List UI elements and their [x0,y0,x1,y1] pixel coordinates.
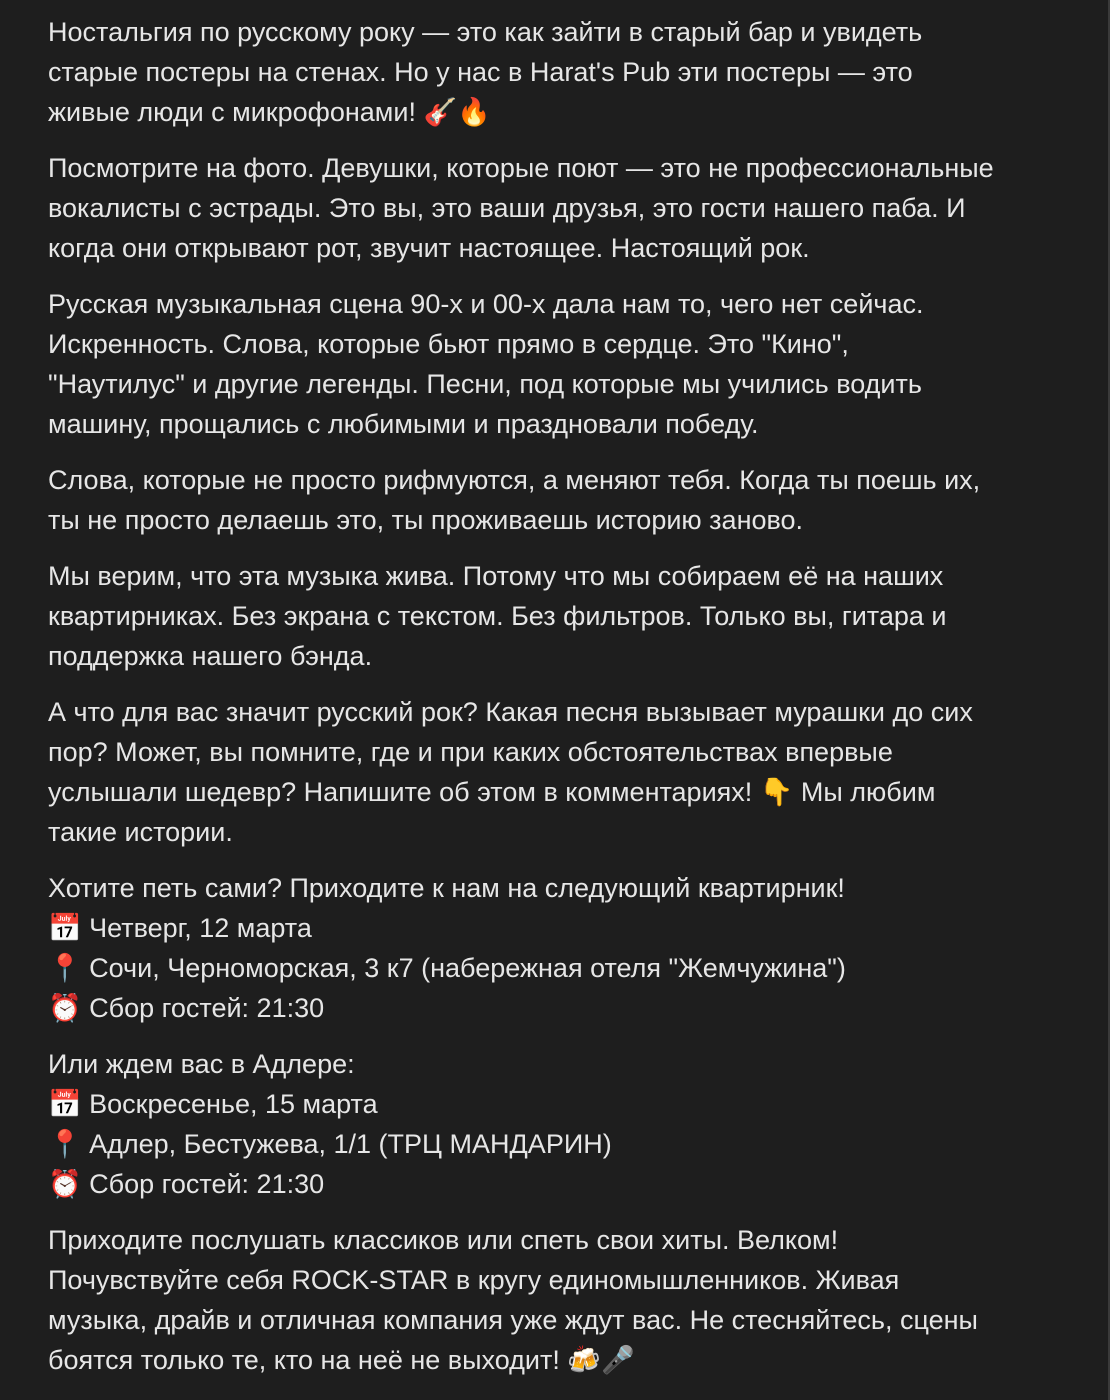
paragraph-scene [48,284,1058,444]
event-date: 📅 Воскресенье, 15 марта [48,1089,378,1119]
text-line: поддержка нашего бэнда. [48,641,373,671]
text-line: Приходите послушать классиков или спеть свои хиты. Велком! [48,1225,839,1255]
text-line: Мы верим, что эта музыка жива. Потому что мы собираем её на наших [48,561,944,591]
text-line: Ностальгия по русскому року — это как зайти в старый бар и увидеть [48,17,923,47]
text-line: услышали шедевр? Напишите об этом в комментариях! 👇 Мы любим [48,777,936,807]
text-line: ты не просто делаешь это, ты проживаешь историю заново. [48,505,804,535]
event-location: 📍 Адлер, Бестужева, 1/1 (ТРЦ МАНДАРИН) [48,1129,612,1159]
post-text [48,12,1058,1380]
event-time: ⏰ Сбор гостей: 21:30 [48,993,325,1023]
text-line: такие истории. [48,817,233,847]
text-line: когда они открывают рот, звучит настоящее. Настоящий рок. [48,233,810,263]
text-line: Слова, которые не просто рифмуются, а меняют тебя. Когда ты поешь их, [48,465,981,495]
text-line: музыка, драйв и отличная компания уже ждут вас. Не стесняйтесь, сцены [48,1305,978,1335]
text-line: вокалисты с эстрады. Это вы, это ваши друзья, это гости нашего паба. И [48,193,966,223]
text-line: Почувствуйте себя ROCK-STAR в кругу единомышленников. Живая [48,1265,900,1295]
paragraph-event-adler [48,1044,1058,1204]
text-line: квартирниках. Без экрана с текстом. Без фильтров. Только вы, гитара и [48,601,947,631]
event-time: ⏰ Сбор гостей: 21:30 [48,1169,325,1199]
text-line: Посмотрите на фото. Девушки, которые поют — это не профессиональные [48,153,994,183]
text-line: "Наутилус" и другие легенды. Песни, под которые мы учились водить [48,369,922,399]
text-line: Русская музыкальная сцена 90-х и 00-х дала нам то, чего нет сейчас. [48,289,924,319]
paragraph-question [48,692,1058,852]
paragraph-photo [48,148,1058,268]
text-line: Искренность. Слова, которые бьют прямо в сердце. Это "Кино", [48,329,849,359]
text-line: Или ждем вас в Адлере: [48,1049,355,1079]
text-line: пор? Может, вы помните, где и при каких обстоятельствах впервые [48,737,893,767]
paragraph-words [48,460,1058,540]
event-date: 📅 Четверг, 12 марта [48,913,312,943]
text-line: боятся только те, кто на неё не выходит! 🍻🎤 [48,1345,635,1375]
text-line: живые люди с микрофонами! 🎸🔥 [48,97,491,127]
text-line: машину, прощались с любимыми и праздновали победу. [48,409,759,439]
paragraph-belief [48,556,1058,676]
text-line: Хотите петь сами? Приходите к нам на следующий квартирник! [48,873,845,903]
paragraph-event-sochi [48,868,1058,1028]
paragraph-closing [48,1220,1058,1380]
paragraph-intro [48,12,1058,132]
event-location: 📍 Сочи, Черноморская, 3 к7 (набережная отеля "Жемчужина") [48,953,846,983]
text-line: старые постеры на стенах. Но у нас в Harat's Pub эти постеры — это [48,57,913,87]
text-line: А что для вас значит русский рок? Какая песня вызывает мурашки до сих [48,697,973,727]
